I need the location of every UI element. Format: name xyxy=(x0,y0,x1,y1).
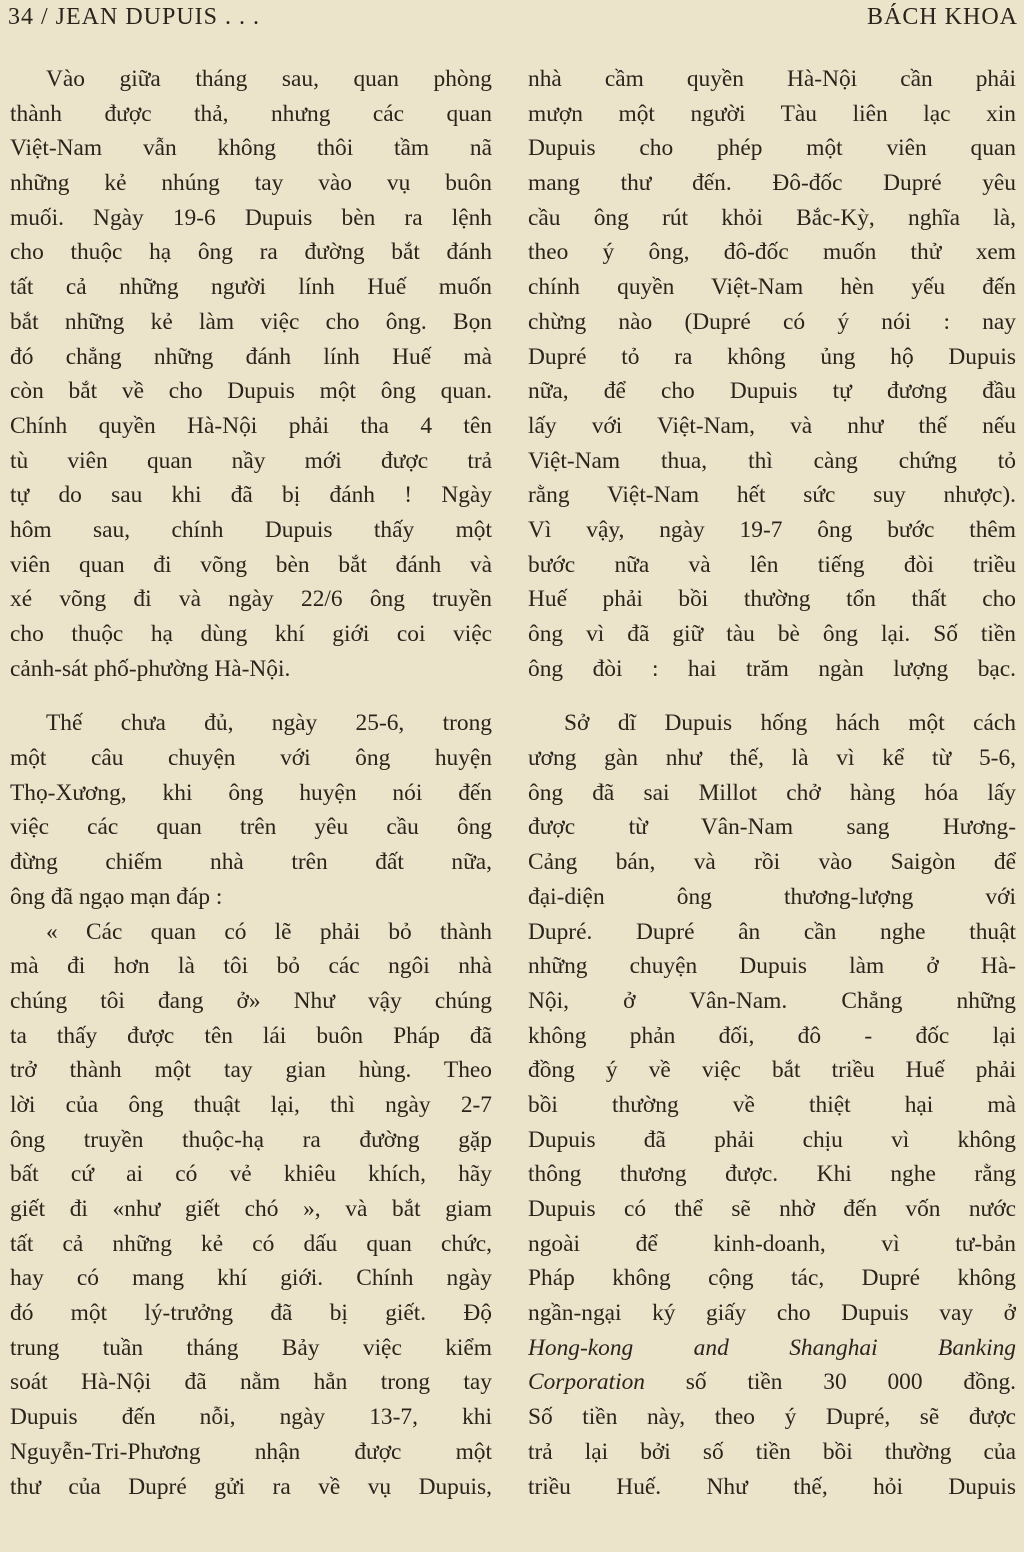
text-line: ngoài để kinh-doanh, vì tư-bản xyxy=(528,1230,1016,1257)
text-line: bất cứ ai có vẻ khiêu khích, hãy xyxy=(10,1161,492,1188)
text-line: nhà cầm quyền Hà-Nội cần phải xyxy=(528,66,1016,92)
text-line: Hong-kong and Shanghai Banking xyxy=(528,1334,1016,1361)
text-line: Thọ-Xương, khi ông huyện nói đến xyxy=(10,779,492,806)
text-line: bồi thường về thiệt hại mà xyxy=(528,1091,1016,1118)
paragraph-gap xyxy=(10,686,492,706)
text-line: triều Huế. Như thế, hỏi Dupuis xyxy=(528,1473,1016,1500)
text-line: Việt-Nam thua, thì càng chứng tỏ xyxy=(528,447,1016,474)
text-line: ông đã sai Millot chở hàng hóa lấy xyxy=(528,779,1016,806)
text-line: được từ Vân-Nam sang Hương- xyxy=(528,814,1016,841)
text-line: những kẻ nhúng tay vào vụ buôn xyxy=(10,170,492,197)
text-line: Corporation số tiền 30 000 đồng. xyxy=(528,1369,1016,1396)
text-line: theo ý ông, đô-đốc muốn thử xem xyxy=(528,239,1016,266)
text-line: Thế chưa đủ, ngày 25-6, trong xyxy=(46,710,492,737)
text-line: bước nữa và lên tiếng đòi triều xyxy=(528,551,1016,578)
text-line: tất cả những người lính Huế muốn xyxy=(10,274,492,301)
text-line: đó chẳng những đánh lính Huế mà xyxy=(10,343,492,370)
text-line: cho thuộc hạ dùng khí giới coi việc xyxy=(10,621,492,647)
header-magazine-name: BÁCH KHOA xyxy=(866,4,1018,30)
text-line: đó một lý-trưởng đã bị giết. Độ xyxy=(10,1300,492,1327)
text-line: Vào giữa tháng sau, quan phòng xyxy=(46,66,492,92)
text-line: một câu chuyện với ông huyện xyxy=(10,745,492,772)
text-line: tự do sau khi đã bị đánh ! Ngày xyxy=(10,482,492,509)
right-text-column xyxy=(528,62,1016,1504)
text-line: Sở dĩ Dupuis hống hách một cách xyxy=(564,710,1016,737)
text-line: còn bắt về cho Dupuis một ông quan. xyxy=(10,378,492,405)
paragraph-gap xyxy=(528,686,1016,706)
text-line: muối. Ngày 19-6 Dupuis bèn ra lệnh xyxy=(10,204,492,231)
running-header xyxy=(8,4,1018,34)
text-line: hay có mang khí giới. Chính ngày xyxy=(10,1265,492,1292)
text-line: những chuyện Dupuis làm ở Hà- xyxy=(528,953,1016,980)
text-line: lấy với Việt-Nam, và như thế nếu xyxy=(528,412,1016,439)
text-line: thư của Dupré gửi ra về vụ Dupuis, xyxy=(10,1473,492,1500)
text-line: Dupuis cho phép một viên quan xyxy=(528,135,1016,162)
text-line: trả lại bởi số tiền bồi thường của xyxy=(528,1438,1016,1465)
text-line: mang thư đến. Đô-đốc Dupré yêu xyxy=(528,170,1016,197)
text-line: chừng nào (Dupré có ý nói : nay xyxy=(528,308,1016,335)
text-line: đại-diện ông thương-lượng với xyxy=(528,883,1016,910)
text-line: đừng chiếm nhà trên đất nữa, xyxy=(10,849,492,876)
text-line: cảnh-sát phố-phường Hà-Nội. xyxy=(10,655,291,682)
text-line: Dupuis đến nỗi, ngày 13-7, khi xyxy=(10,1404,492,1431)
text-line: trở thành một tay gian hùng. Theo xyxy=(10,1057,492,1084)
text-line: Pháp không cộng tác, Dupré không xyxy=(528,1265,1016,1292)
text-line: thành được thả, nhưng các quan xyxy=(10,100,492,127)
text-line: ông vì đã giữ tàu bè ông lại. Số tiền xyxy=(528,621,1016,647)
text-line: đồng ý về việc bắt triều Huế phải xyxy=(528,1057,1016,1084)
text-line: chính quyền Việt-Nam hèn yếu đến xyxy=(528,274,1016,301)
header-page-title: 34 / JEAN DUPUIS . . . xyxy=(8,4,261,30)
text-line: nữa, để cho Dupuis tự đương đầu xyxy=(528,378,1016,405)
text-line: tù viên quan nầy mới được trả xyxy=(10,447,492,474)
text-line: soát Hà-Nội đã nằm hẳn trong tay xyxy=(10,1369,492,1396)
text-line: cho thuộc hạ ông ra đường bắt đánh xyxy=(10,239,492,266)
text-line: việc các quan trên yêu cầu ông xyxy=(10,814,492,841)
text-line: chúng tôi đang ở» Như vậy chúng xyxy=(10,987,492,1014)
text-line: lời của ông thuật lại, thì ngày 2-7 xyxy=(10,1091,492,1118)
text-line: Cảng bán, và rồi vào Saigòn để xyxy=(528,849,1016,876)
text-line: viên quan đi võng bèn bắt đánh và xyxy=(10,551,492,578)
text-line: Dupuis đã phải chịu vì không xyxy=(528,1126,1016,1153)
text-line: « Các quan có lẽ phải bỏ thành xyxy=(46,918,492,945)
text-line: ta thấy được tên lái buôn Pháp đã xyxy=(10,1022,492,1049)
text-line: Dupré tỏ ra không ủng hộ Dupuis xyxy=(528,343,1016,370)
text-line: giết đi «như giết chó », và bắt giam xyxy=(10,1196,492,1222)
text-line: Nội, ở Vân-Nam. Chẳng những xyxy=(528,987,1016,1014)
text-line: cầu ông rút khỏi Bắc-Kỳ, nghĩa là, xyxy=(528,204,1016,231)
text-line: thông thương được. Khi nghe rằng xyxy=(528,1161,1016,1188)
text-line: Số tiền này, theo ý Dupré, sẽ được xyxy=(528,1404,1016,1431)
text-line: không phản đối, đô - đốc lại xyxy=(528,1022,1016,1049)
text-line: rằng Việt-Nam hết sức suy nhược). xyxy=(528,482,1016,509)
text-line: ông truyền thuộc-hạ ra đường gặp xyxy=(10,1126,492,1153)
text-line: Dupuis có thể sẽ nhờ đến vốn nước xyxy=(528,1196,1016,1222)
text-line: mà đi hơn là tôi bỏ các ngôi nhà xyxy=(10,953,492,980)
text-line: trung tuần tháng Bảy việc kiểm xyxy=(10,1334,492,1361)
text-line: tất cả những kẻ có dấu quan chức, xyxy=(10,1230,492,1257)
left-text-column xyxy=(10,62,492,1504)
text-line: Huế phải bồi thường tổn thất cho xyxy=(528,586,1016,613)
text-line: ông đã ngạo mạn đáp : xyxy=(10,883,223,910)
text-line: ngần-ngại ký giấy cho Dupuis vay ở xyxy=(528,1300,1016,1327)
text-line: hôm sau, chính Dupuis thấy một xyxy=(10,516,492,543)
text-line: ương gàn như thế, là vì kể từ 5-6, xyxy=(528,745,1016,772)
text-line: mượn một người Tàu liên lạc xin xyxy=(528,100,1016,127)
text-line: Chính quyền Hà-Nội phải tha 4 tên xyxy=(10,412,492,439)
text-line: Nguyễn-Tri-Phương nhận được một xyxy=(10,1438,492,1465)
text-line: Việt-Nam vẫn không thôi tầm nã xyxy=(10,135,492,162)
text-line: ông đòi : hai trăm ngàn lượng bạc. xyxy=(528,655,1016,682)
text-line: Dupré. Dupré ân cần nghe thuật xyxy=(528,918,1016,945)
text-line: xé võng đi và ngày 22/6 ông truyền xyxy=(10,586,492,613)
text-line: bắt những kẻ làm việc cho ông. Bọn xyxy=(10,308,492,335)
text-line: Vì vậy, ngày 19-7 ông bước thêm xyxy=(528,516,1016,543)
